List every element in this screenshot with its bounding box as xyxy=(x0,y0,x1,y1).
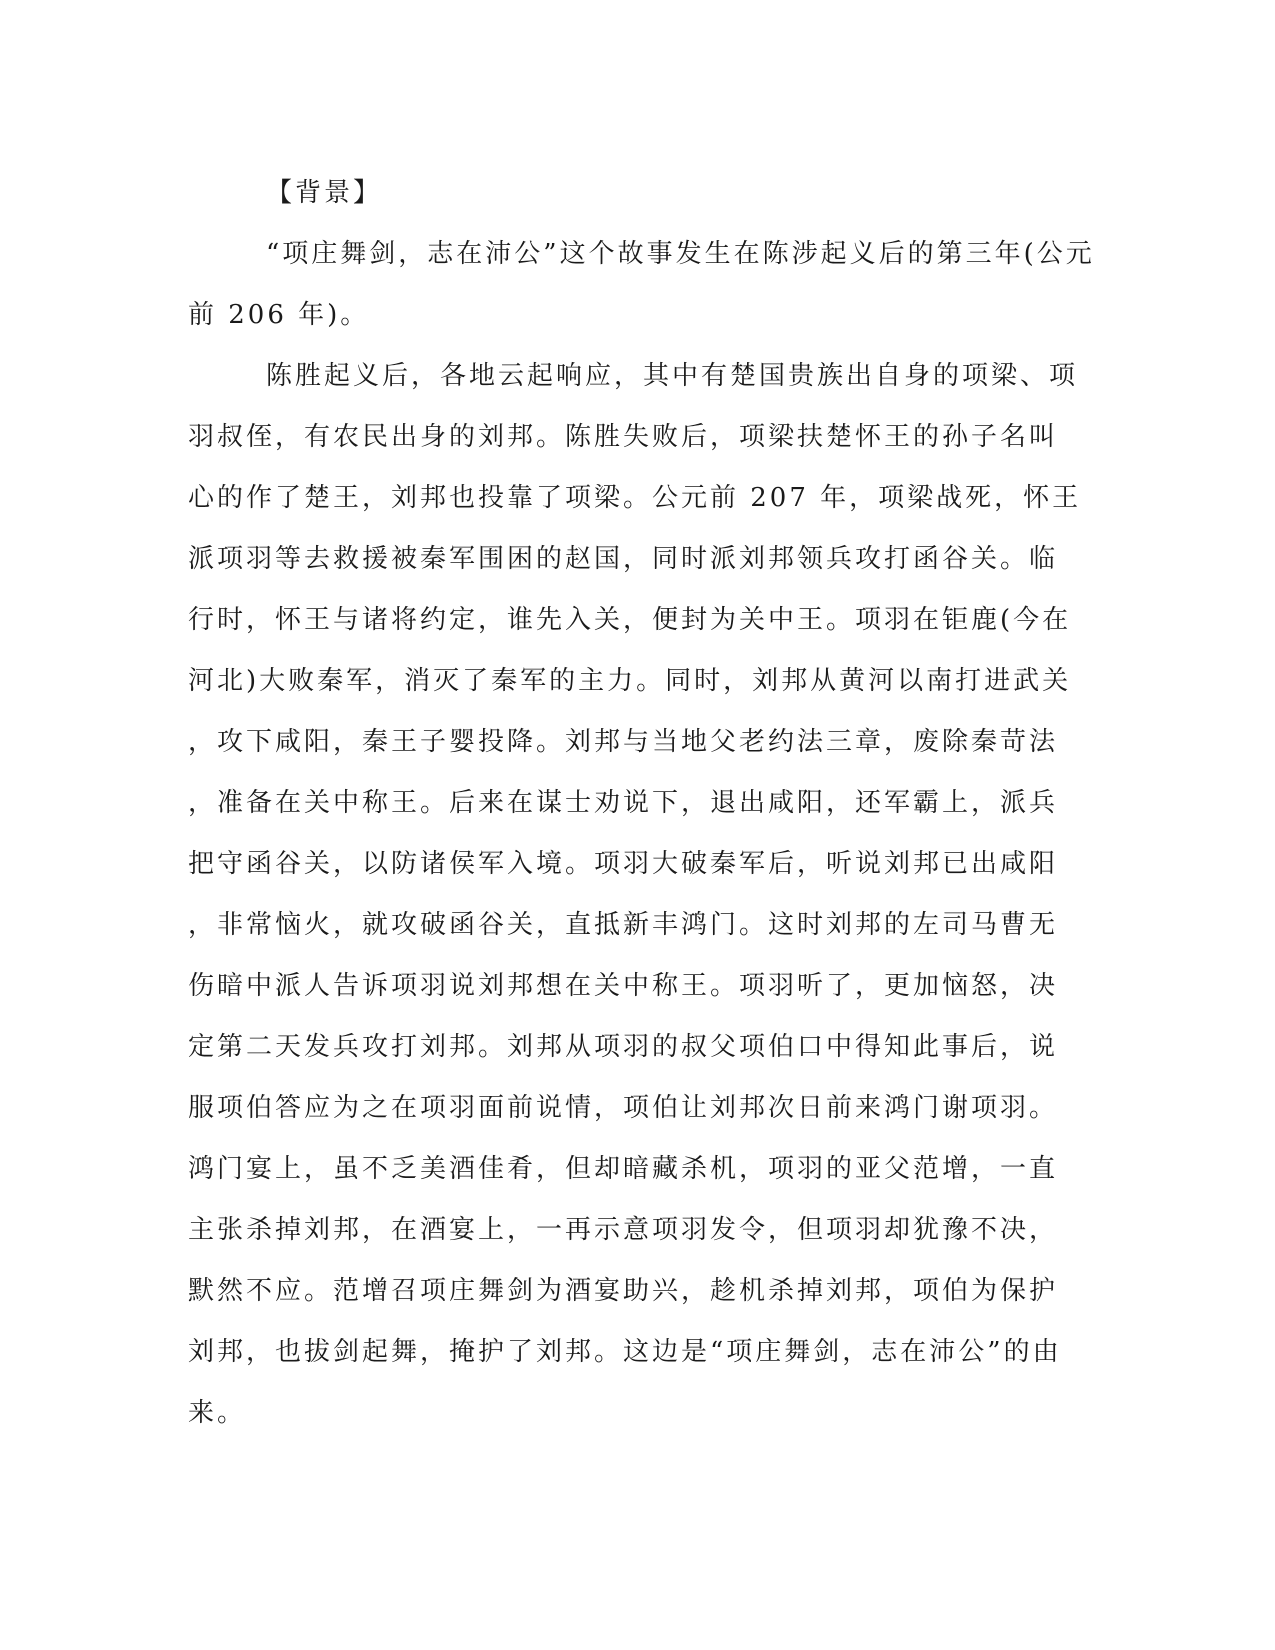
section-heading: 【背景】 xyxy=(266,178,383,208)
text-line: 默然不应。范增召项庄舞剑为酒宴助兴，趁机杀掉刘邦，项伯为保护 xyxy=(188,1276,1059,1306)
text-line: 主张杀掉刘邦，在酒宴上，一再示意项羽发令，但项羽却犹豫不决， xyxy=(188,1215,1059,1245)
text-line: “项庄舞剑，志在沛公”这个故事发生在陈涉起义后的第三年(公元 xyxy=(266,239,1095,269)
paragraph-story xyxy=(188,346,1088,1444)
text-line: ，准备在关中称王。后来在谋士劝说下，退出咸阳，还军霸上，派兵 xyxy=(188,788,1059,818)
text-line: ，非常恼火，就攻破函谷关，直抵新丰鸿门。这时刘邦的左司马曹无 xyxy=(188,910,1059,940)
text-line: ，攻下咸阳，秦王子婴投降。刘邦与当地父老约法三章，废除秦苛法 xyxy=(188,727,1059,757)
text-line: 陈胜起义后，各地云起响应，其中有楚国贵族出自身的项梁、项 xyxy=(266,361,1079,391)
text-line: 羽叔侄，有农民出身的刘邦。陈胜失败后，项梁扶楚怀王的孙子名叫 xyxy=(188,422,1059,452)
text-line: 行时，怀王与诸将约定，谁先入关，便封为关中王。项羽在钜鹿(今在 xyxy=(188,605,1072,635)
text-line: 河北)大败秦军，消灭了秦军的主力。同时，刘邦从黄河以南打进武关 xyxy=(188,666,1072,696)
text-line: 派项羽等去救援被秦军围困的赵国，同时派刘邦领兵攻打函谷关。临 xyxy=(188,544,1059,574)
text-line: 前 206 年)。 xyxy=(188,300,370,330)
text-line: 服项伯答应为之在项羽面前说情，项伯让刘邦次日前来鸿门谢项羽。 xyxy=(188,1093,1059,1123)
text-line: 心的作了楚王，刘邦也投靠了项梁。公元前 207 年，项梁战死，怀王 xyxy=(188,483,1082,513)
text-line: 把守函谷关，以防诸侯军入境。项羽大破秦军后，听说刘邦已出咸阳 xyxy=(188,849,1059,879)
document-body xyxy=(188,163,1095,1444)
text-line: 刘邦，也拔剑起舞，掩护了刘邦。这边是“项庄舞剑，志在沛公”的由 xyxy=(188,1337,1062,1367)
text-line: 伤暗中派人告诉项羽说刘邦想在关中称王。项羽听了，更加恼怒，决 xyxy=(188,971,1059,1001)
text-line: 定第二天发兵攻打刘邦。刘邦从项羽的叔父项伯口中得知此事后，说 xyxy=(188,1032,1059,1062)
paragraph-intro xyxy=(188,224,1095,346)
text-line: 鸿门宴上，虽不乏美酒佳肴，但却暗藏杀机，项羽的亚父范增，一直 xyxy=(188,1154,1059,1184)
text-line: 来。 xyxy=(188,1398,247,1428)
